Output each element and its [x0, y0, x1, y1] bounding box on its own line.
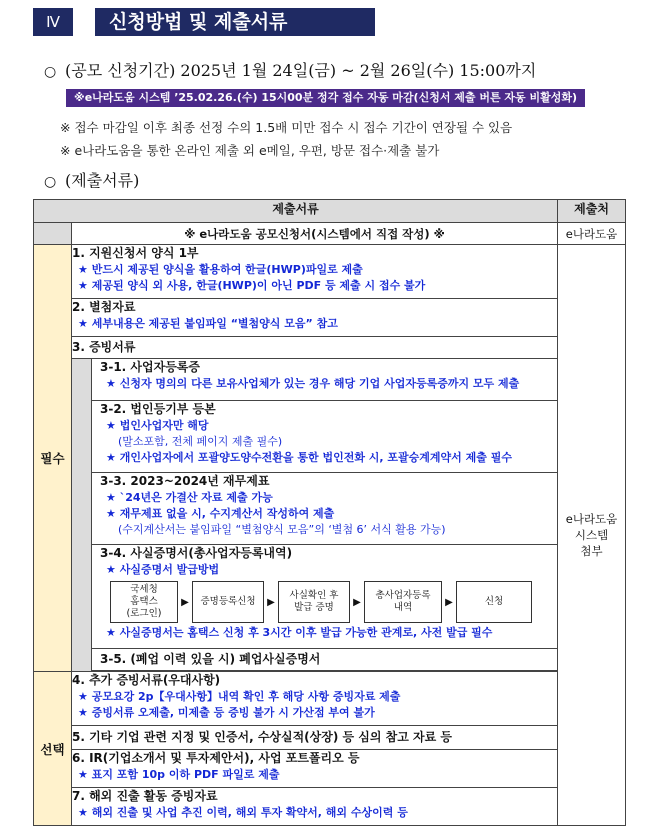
item-6 [72, 750, 558, 788]
period-line [44, 58, 536, 81]
item-6-line-1: ★ 표지 포함 10p 이하 PDF 파일로 제출 [78, 768, 280, 781]
item-4-line-1: ★ 공모요강 2p【우대사항】내역 확인 후 해당 사항 증빙자료 제출 [78, 690, 401, 703]
docs-heading [44, 168, 139, 191]
item-2 [72, 299, 558, 337]
flow-step-2-line-1: 증명등록신청 [200, 596, 256, 607]
flow-step-4-line-2: 내역 [393, 602, 413, 613]
flow-step-4 [364, 581, 442, 623]
indent-cell [72, 359, 92, 672]
item-3-4-title: 3-4. 사실증명서(총사업자등록내역) [100, 546, 293, 560]
blank-cell [34, 223, 72, 245]
section-number: Ⅳ [33, 8, 73, 36]
item-2-title: 2. 별첨자료 [72, 300, 136, 314]
flow-step-1-line-3: (로그인) [126, 608, 162, 619]
item-1-line-1: ★ 반드시 제공된 양식을 활용하여 한글(HWP)파일로 제출 [78, 263, 363, 276]
item-7-title: 7. 해외 진출 활동 증빙자료 [72, 789, 218, 803]
circle-bullet-icon: ○ [44, 174, 57, 190]
item-4-line-2: ★ 증빙서류 오제출, 미제출 등 증빙 불가 시 가산점 부여 불가 [78, 706, 375, 719]
item-3 [72, 337, 558, 359]
item-3-2-line-2: ★ 개인사업자에서 포괄양도양수전환을 통한 법인전화 시, 포괄승계계약서 제출 필수 [106, 451, 512, 464]
flow-step-1-line-2: 홈택스 [130, 596, 158, 607]
flow-step-3 [278, 581, 350, 623]
flow-step-4-line-1: 총사업자등록 [375, 590, 431, 601]
arrow-right-icon: ▶ [353, 596, 361, 608]
circle-bullet-icon: ○ [44, 64, 57, 80]
item-3-5 [92, 649, 558, 671]
item-3-2 [92, 401, 558, 473]
item-4-title: 4. 추가 증빙서류(우대사항) [72, 673, 221, 687]
item-3-3 [92, 473, 558, 545]
item-3-3-line-1: ★ `24년은 가결산 자료 제출 가능 [106, 491, 273, 504]
item-1 [72, 245, 558, 299]
item-3-2-title: 3-2. 법인등기부 등본 [100, 402, 216, 416]
issue-flow [110, 581, 557, 623]
docs-heading-text: (제출서류) [65, 171, 140, 190]
flow-step-1-line-1: 국세청 [130, 584, 158, 595]
item-3-3-line-2: ★ 재무제표 없을 시, 수지계산서 작성하여 제출 [106, 507, 335, 520]
item-3-3-sub-1: (수지계산서는 붙임파일 “별첨양식 모음”의 ‘별첨 6’ 서식 활용 가능) [118, 523, 446, 536]
attach-dest-line-2: 시스템 [574, 528, 609, 542]
item-3-4-line-1: ★ 사실증명서 발급방법 [106, 563, 220, 576]
item-1-title: 1. 지원신청서 양식 1부 [72, 246, 199, 260]
item-5 [72, 726, 558, 750]
item-5-title: 5. 기타 기업 관련 지정 및 인증서, 수상실적(상장) 등 심의 참고 자료 등 [72, 730, 452, 744]
item-3-4 [92, 545, 558, 649]
attach-dest-line-3: 첨부 [580, 544, 603, 558]
item-3-4-line-2: ★ 사실증명서는 홈택스 신청 후 3시간 이후 발급 가능한 관계로, 사전 발급 필수 [106, 626, 493, 639]
header-dest: 제출처 [558, 200, 626, 223]
note-online-only: ※ e나라도움을 통한 온라인 제출 외 e메일, 우편, 방문 접수·제출 불가 [60, 143, 440, 158]
item-3-5-title: 3-5. (폐업 이력 있을 시) 폐업사실증명서 [100, 652, 321, 666]
item-3-title: 3. 증빙서류 [72, 340, 136, 354]
attach-dest-line-1: e나라도움 [565, 512, 618, 526]
item-3-1 [92, 359, 558, 401]
system-row-dest: e나라도움 [558, 223, 626, 245]
item-6-title: 6. IR(기업소개서 및 투자제안서), 사업 포트폴리오 등 [72, 751, 360, 765]
system-row-text: ※ e나라도움 공모신청서(시스템에서 직접 작성) ※ [72, 223, 558, 245]
item-3-2-line-1: ★ 법인사업자만 해당 [106, 419, 209, 432]
flow-step-5-line-1: 신청 [484, 596, 504, 607]
category-optional: 선택 [34, 672, 72, 826]
deadline-notice: ※e나라도움 시스템 ’25.02.26.(수) 15시00분 정각 접수 자동 마감(신청서 제출 버튼 자동 비활성화) [66, 89, 585, 107]
item-2-line-1: ★ 세부내용은 제공된 붙임파일 “별첨양식 모음” 참고 [78, 317, 338, 330]
item-3-3-title: 3-3. 2023~2024년 재무제표 [100, 474, 270, 488]
section-title: 신청방법 및 제출서류 [95, 8, 375, 36]
flow-step-3-line-2: 발급 증명 [294, 602, 334, 613]
attach-dest [558, 245, 626, 826]
submission-documents-table [33, 199, 626, 826]
item-3-1-line-1: ★ 신청자 명의의 다른 보유사업체가 있는 경우 해당 기업 사업자등록증까지 모두 제출 [106, 377, 520, 390]
period-text: (공모 신청기간) 2025년 1월 24일(금) ~ 2월 26일(수) 15:00까지 [65, 61, 537, 80]
arrow-right-icon: ▶ [181, 596, 189, 608]
flow-step-3-line-1: 사실확인 후 [289, 590, 339, 601]
arrow-right-icon: ▶ [267, 596, 275, 608]
header-docs: 제출서류 [34, 200, 558, 223]
arrow-right-icon: ▶ [445, 596, 453, 608]
note-extension: ※ 접수 마감일 이후 최종 선정 수의 1.5배 미만 접수 시 접수 기간이 연장될 수 있음 [60, 120, 513, 135]
flow-step-5 [456, 581, 532, 623]
flow-step-2 [192, 581, 264, 623]
category-required: 필수 [34, 245, 72, 672]
flow-step-1 [110, 581, 178, 623]
item-1-line-2: ★ 제공된 양식 외 사용, 한글(HWP)이 아닌 PDF 등 제출 시 접수 불가 [78, 279, 426, 292]
item-7 [72, 788, 558, 826]
item-7-line-1: ★ 해외 진출 및 사업 추진 이력, 해외 투자 확약서, 해외 수상이력 등 [78, 806, 408, 819]
item-3-2-sub-1: (말소포함, 전체 페이지 제출 필수) [118, 435, 283, 448]
item-3-1-title: 3-1. 사업자등록증 [100, 360, 200, 374]
item-4 [72, 672, 558, 726]
